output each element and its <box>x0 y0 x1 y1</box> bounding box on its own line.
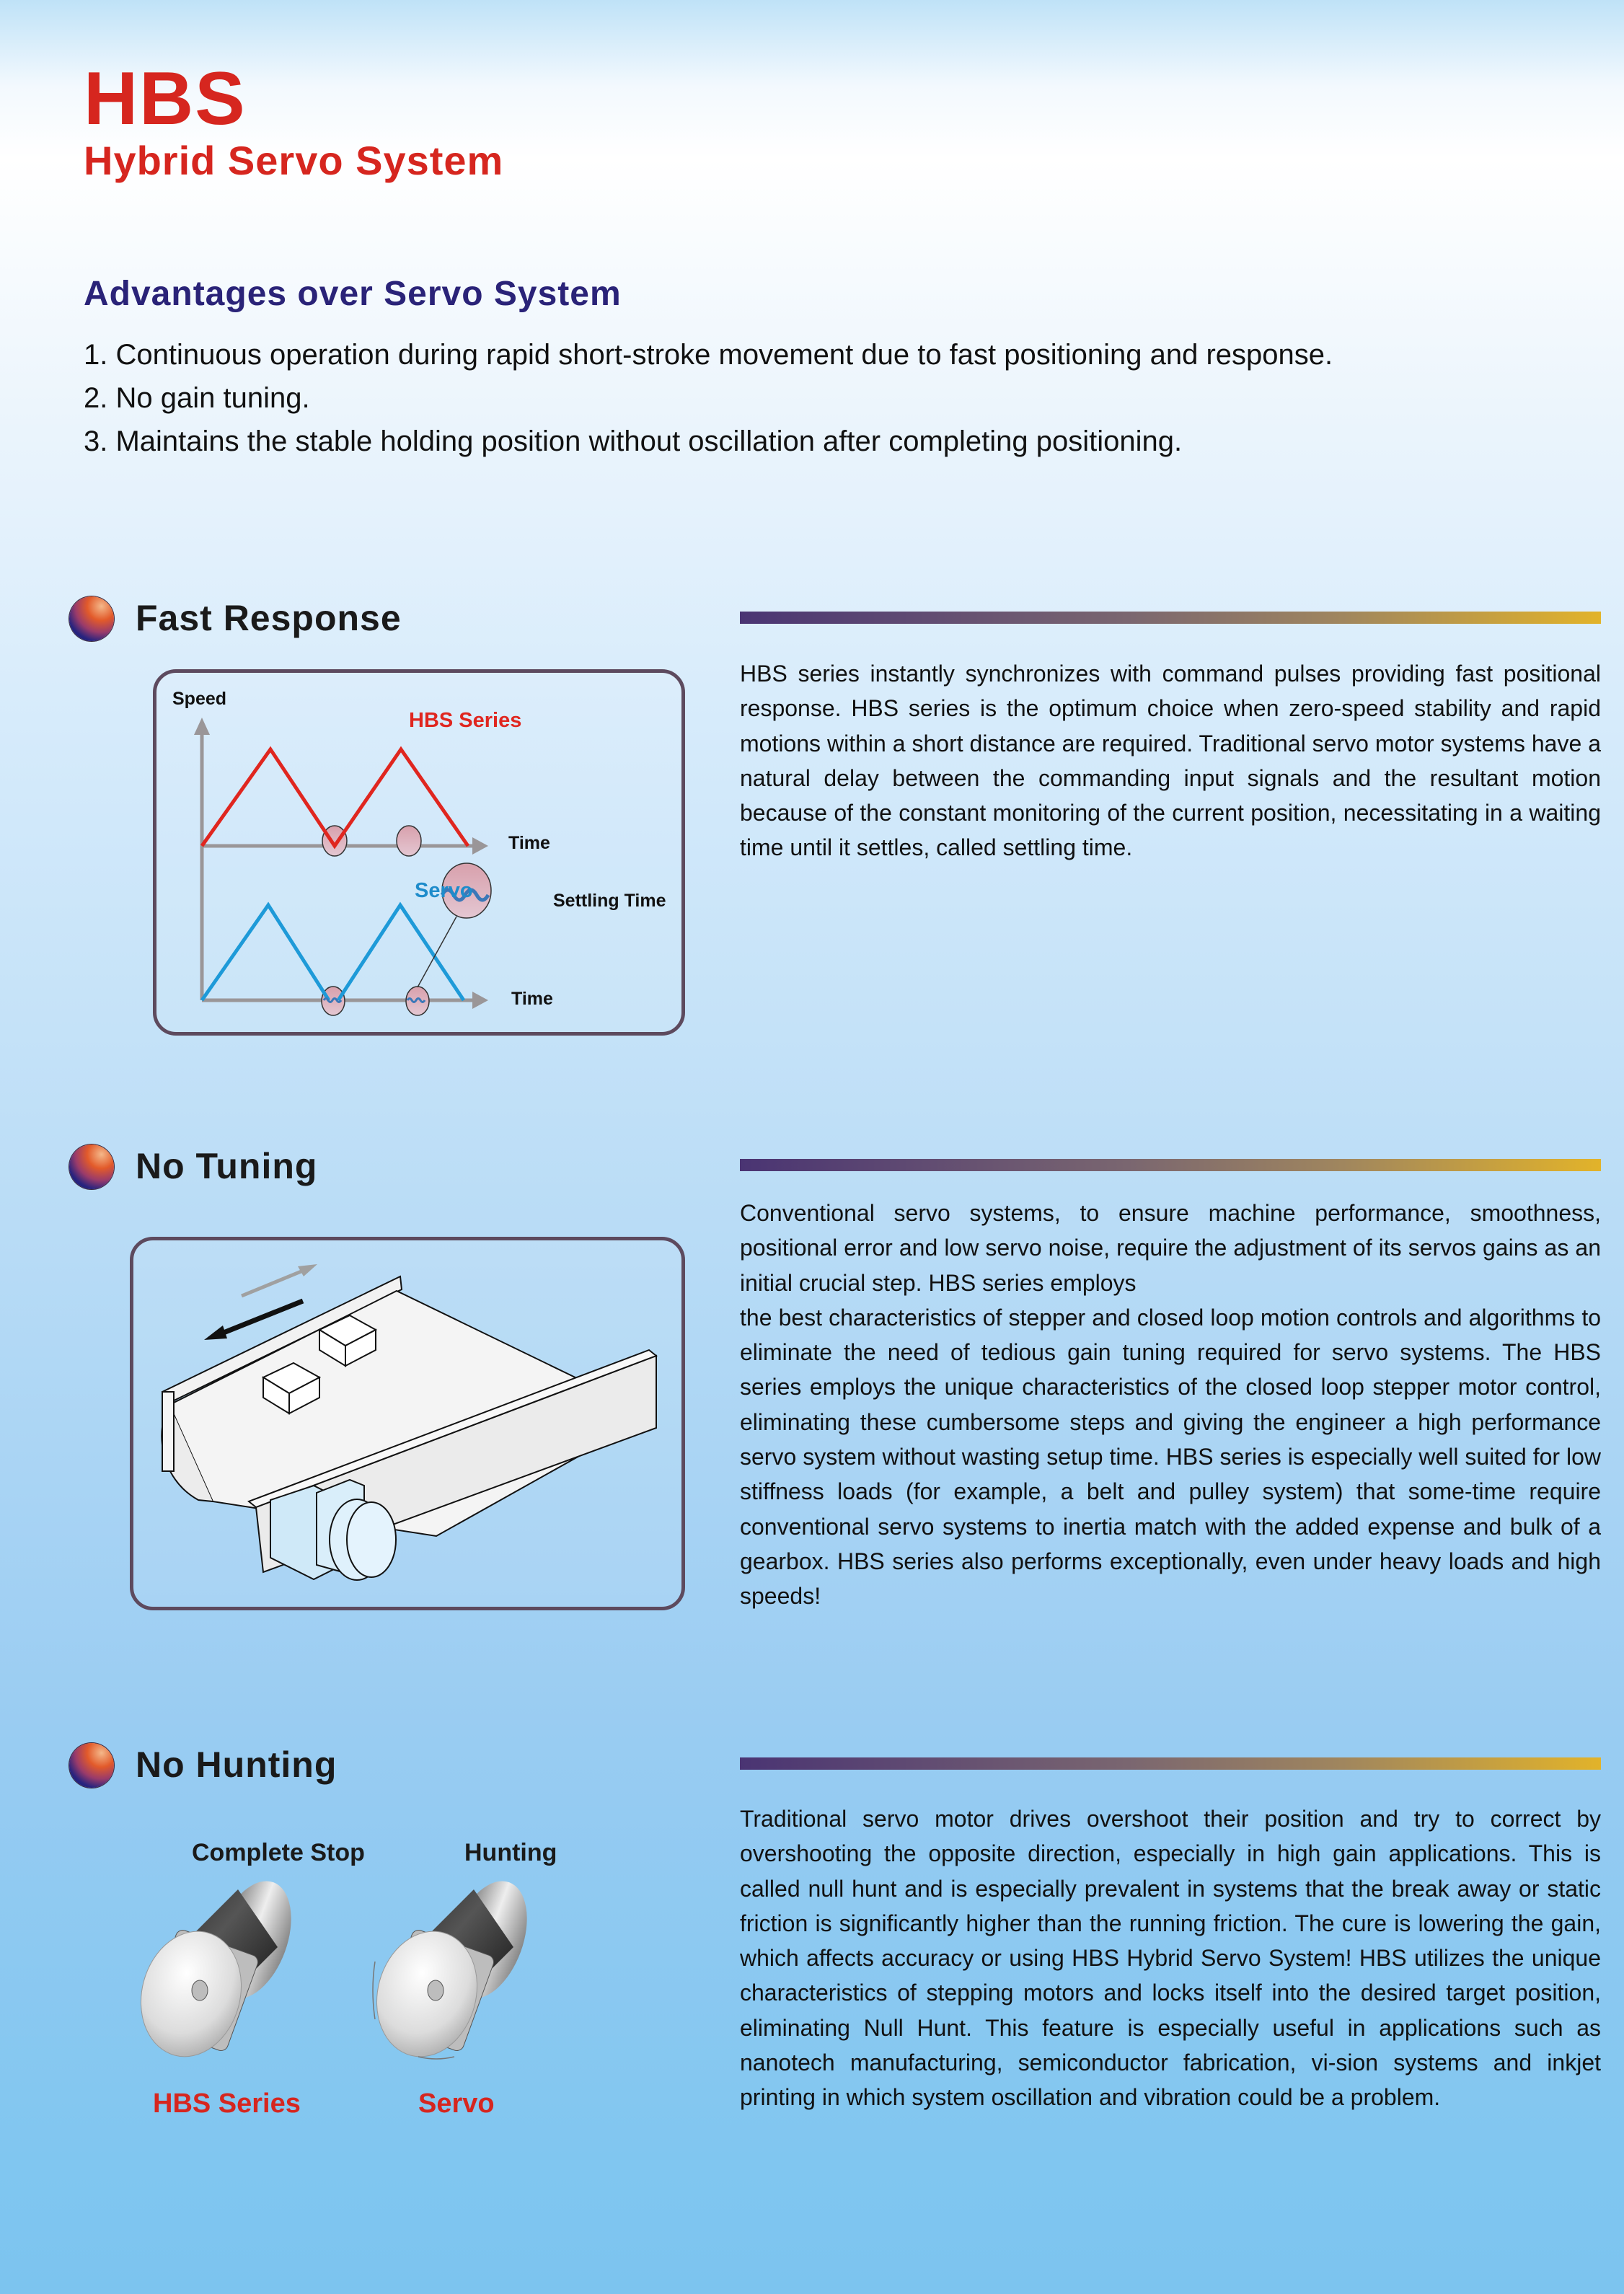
section-divider-bar <box>740 612 1601 624</box>
section-title-no-hunting: No Hunting <box>136 1744 337 1785</box>
no-tuning-text <box>740 1196 1601 1614</box>
vibration-lines-icon <box>373 1962 375 2019</box>
section-divider-bar <box>740 1159 1601 1171</box>
section-title-no-tuning: No Tuning <box>136 1146 318 1186</box>
x-axis-arrow-icon <box>472 992 488 1009</box>
hbs-motor-icon <box>130 1871 306 2068</box>
advantage-item: 1. Continuous operation during rapid short-stroke movement due to fast positioning and response. <box>84 339 1333 371</box>
fast-response-diagram <box>153 669 685 1036</box>
servo-series-line <box>202 905 329 1000</box>
no-hunting-paragraph: Traditional servo motor drives overshoot their position and try to correct by overshooting the opposite direction, especially in high gain applications. This is called null hunt and is especially prevalent in systems that the break away or static friction is significantly higher than the running friction. The cure is lowering the gain, which affects accuracy or using HBS Hybrid Servo System! HBS utilizes the unique characteristics of stepping motors and locks itself into the desired target position, eliminating Null Hunt. This feature is especially useful in applications such as nanotech manufacturing, semiconductor fabrication, vi-sion systems and inkjet printing in which system oscillation and vibration could be a problem. <box>740 1806 1601 2111</box>
sphere-bullet-icon <box>69 1144 114 1189</box>
fast-response-paragraph: HBS series instantly synchronizes with command pulses providing fast positional response. HBS series is the optimum choice when zero-speed stability and rapid motions within a short distance are required. Traditional servo motor systems have a natural delay between the commanding input signals and the resultant motion because of the constant monitoring of the current position, necessitating in a waiting time until it settles, called settling time. <box>740 661 1601 861</box>
hbs-series-label: HBS Series <box>409 709 522 732</box>
x-axis-label-bottom: Time <box>511 989 553 1009</box>
settling-time-label: Settling Time <box>553 891 666 911</box>
servo-label: Servo <box>415 879 473 902</box>
section-title-fast-response: Fast Response <box>136 598 402 638</box>
servo-series-line <box>400 905 464 1000</box>
hbs-series-motor-label: HBS Series <box>153 2088 301 2119</box>
belt-pulley-illustration <box>130 1237 685 1610</box>
motor-comparison-illustration <box>130 1868 606 2084</box>
fast-response-text <box>740 656 1601 865</box>
complete-stop-label: Complete Stop <box>192 1839 365 1866</box>
advantage-item: 2. No gain tuning. <box>84 382 310 414</box>
callout-leader <box>418 917 456 987</box>
section-divider-bar <box>740 1757 1601 1770</box>
advantages-list <box>84 333 1333 463</box>
settle-marker <box>406 987 429 1015</box>
page-subtitle: Hybrid Servo System <box>84 138 504 183</box>
vibration-lines-icon <box>418 2057 454 2059</box>
y-axis-label: Speed <box>172 689 227 709</box>
direction-arrow-icon <box>242 1269 306 1296</box>
y-axis-arrow-icon <box>194 718 210 735</box>
servo-motor-icon <box>363 1871 542 2068</box>
page-title: HBS <box>84 57 247 141</box>
conveyor-drawing <box>133 1240 681 1607</box>
no-tuning-paragraph: Conventional servo systems, to ensure machine performance, smoothness, positional error and low servo noise, require the adjustment of its servos gains as an initial crucial step. HBS series employs <box>740 1200 1601 1296</box>
sphere-bullet-icon <box>69 596 114 641</box>
x-axis-arrow-icon <box>472 837 488 855</box>
no-tuning-paragraph: the best characteristics of stepper and closed loop motion controls and algorithms to eliminate the need of tedious gain tuning required for servo systems. The HBS series employs the unique characteristics of the closed loop stepper motor control, eliminating these cumbersome steps and giving the engineer a high performance servo system without wasting setup time. HBS series is especially well suited for low stiffness loads (for example, a belt and pulley system) that some-time require conventional servo systems to inertia match with the added expense and bulk of a gearbox. HBS series also performs exceptionally, even under heavy loads and high speeds! <box>740 1304 1601 1610</box>
servo-motor-label: Servo <box>418 2088 495 2119</box>
advantage-item: 3. Maintains the stable holding position without oscillation after completing positioning. <box>84 425 1183 457</box>
no-hunting-text <box>740 1801 1601 2115</box>
advantages-heading: Advantages over Servo System <box>84 275 622 313</box>
x-axis-label-top: Time <box>508 833 550 853</box>
sphere-bullet-icon <box>69 1743 114 1788</box>
servo-series-line <box>338 905 409 1000</box>
settle-marker <box>397 826 421 856</box>
hunting-label: Hunting <box>464 1839 557 1866</box>
